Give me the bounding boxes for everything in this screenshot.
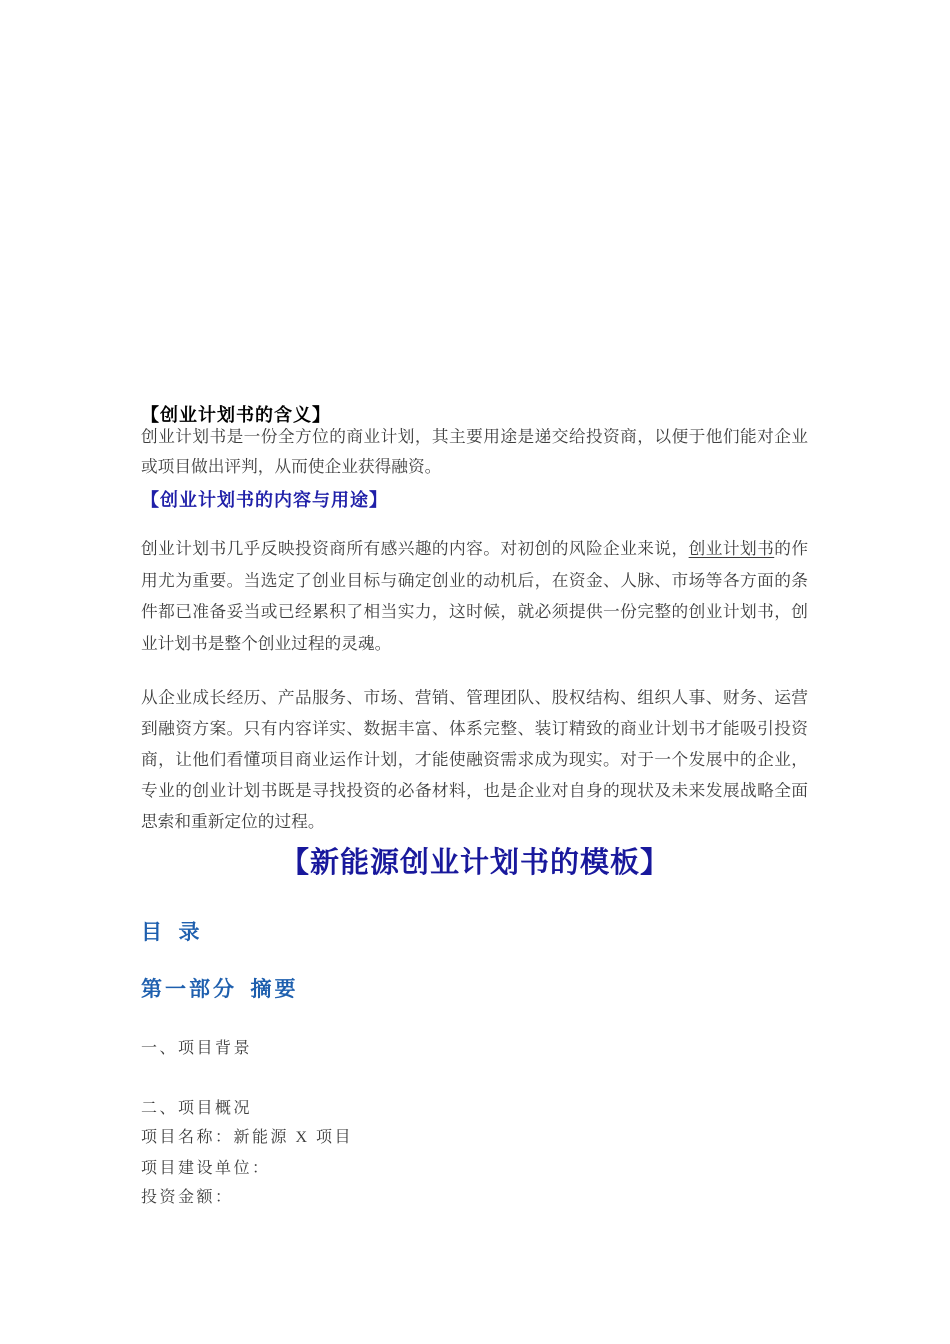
item-project-background: 一、项目背景 [141, 1040, 253, 1057]
field-project-unit: 项目建设单位： [141, 1160, 271, 1177]
template-title: 【新能源创业计划书的模板】 [279, 847, 670, 879]
paragraph-definition: 创业计划书是一份全方位的商业计划，其主要用途是递交给投资商，以便于他们能对企业或项目做出评判，从而使企业获得融资。 [141, 427, 808, 476]
paragraph-content-1-before: 创业计划书几乎反映投资商所有感兴趣的内容。对初创的风险企业来说， [141, 539, 689, 558]
section-heading-definition: 【创业计划书的含义】 [141, 405, 331, 425]
field-investment-amount: 投资金额： [141, 1189, 234, 1206]
item-project-overview: 二、项目概况 [141, 1100, 253, 1117]
paragraph-content-1 [141, 533, 808, 659]
paragraph-content-2: 从企业成长经历、产品服务、市场、营销、管理团队、股权结构、组织人事、财务、运营到融资方案。只有内容详实、数据丰富、体系完整、装订精致的商业计划书才能吸引投资商，让他们看懂项目商业运作计划，才能使融资需求成为现实。对于一个发展中的企业，专业的创业计划书既是寻找投资的必备材料，也是企业对自身的现状及未来发展战略全面思索和重新定位的过程。 [141, 688, 808, 831]
inline-link-business-plan[interactable]: 创业计划书 [688, 539, 775, 558]
field-project-name: 项目名称：新能源 X 项目 [141, 1129, 354, 1146]
part1-heading: 第一部分 摘要 [141, 978, 299, 1001]
section-heading-content-purpose: 【创业计划书的内容与用途】 [141, 490, 388, 510]
paragraph-content-1-after: 的作用尤为重要。当选定了创业目标与确定创业的动机后，在资金、人脉、市场等各方面的条件都已准备妥当或已经累积了相当实力，这时候，就必须提供一份完整的创业计划书，创业计划书是整个创业过程的灵魂。 [141, 539, 809, 653]
toc-heading: 目 录 [141, 921, 203, 944]
